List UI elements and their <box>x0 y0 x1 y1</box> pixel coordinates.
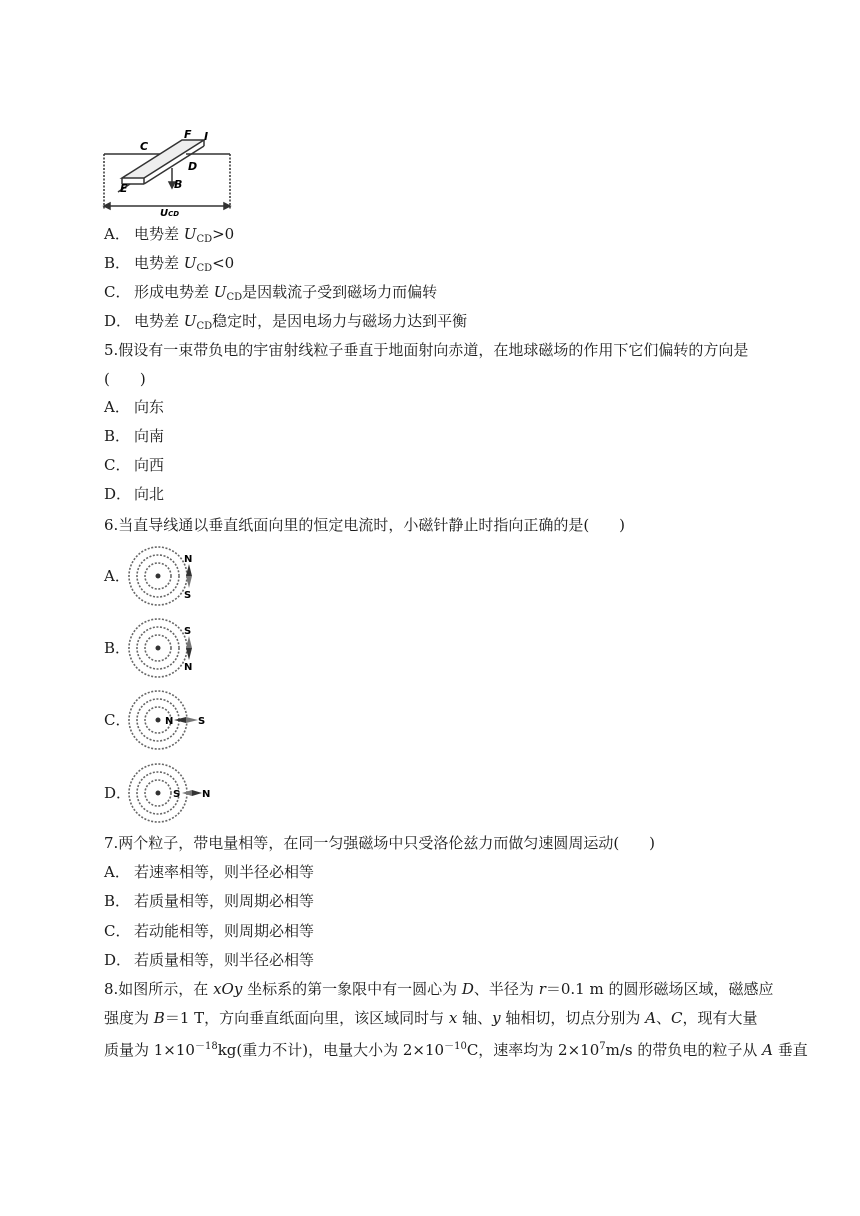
q5-option-d: D． 向北 <box>104 485 165 503</box>
q6-option-a-figure <box>128 542 200 610</box>
pole-s: S <box>198 716 206 727</box>
q7-option-d: D． 若质量相等，则半径必相等 <box>104 951 315 969</box>
label-c: C <box>140 140 149 153</box>
pole-n: N <box>165 716 174 727</box>
q6-option-b-label: B． <box>104 639 131 657</box>
hall-effect-figure <box>100 126 240 216</box>
q7-option-c: C． 若动能相等，则周期必相等 <box>104 922 315 940</box>
label-d: D <box>188 160 198 173</box>
label-b: B <box>174 178 183 191</box>
label-i: I <box>204 130 209 143</box>
q5-option-b: B． 向南 <box>104 427 165 445</box>
q8-stem-line3: 质量为 $1\times 10^{-18}kg$(重力不计)，电量大小为 $2\times 10^{-10}C$，速率均为 $2\times 10^7m/s$ 的带负电的粒子从 A 垂直 <box>104 1041 808 1059</box>
q6-option-b-figure <box>128 614 200 682</box>
q5-stem-line1: 5.假设有一束带负电的宇宙射线粒子垂直于地面射向赤道，在地球磁场的作用下它们偏转的方向是 <box>104 341 749 359</box>
label-ucd: UCD <box>160 208 180 216</box>
q6-option-d-label: D． <box>104 784 132 802</box>
pole-s: S <box>184 590 192 601</box>
pole-s: S <box>173 789 181 800</box>
label-e: E <box>120 182 128 195</box>
q6-stem: 6.当直导线通以垂直纸面向里的恒定电流时，小磁针静止时指向正确的是( ) <box>104 516 626 534</box>
q4-option-a: A． 电势差 $U_{CD}>0$ <box>104 225 235 245</box>
q7-stem: 7.两个粒子，带电量相等，在同一匀强磁场中只受洛伦兹力而做匀速圆周运动( ) <box>104 834 656 852</box>
q5-option-c: C． 向西 <box>104 456 165 474</box>
q6-option-a-label: A． <box>104 567 130 585</box>
q6-option-c-label: C． <box>104 711 131 729</box>
q4-option-b: B． 电势差 $U_{CD}<0$ <box>104 254 235 274</box>
q8-stem-line2: 强度为 B＝1 T，方向垂直纸面向里，该区域同时与 x 轴、y 轴相切，切点分别为 A、C，现有大量 <box>104 1009 758 1027</box>
q4-option-c: C． 形成电势差 $U_{CD}$是因载流子受到磁场力而偏转 <box>104 283 438 303</box>
q8-stem-line1: 8.如图所示，在 xOy 坐标系的第一象限中有一圆心为 D、半径为 r＝0.1 m 的圆形磁场区域，磁感应 <box>104 980 774 998</box>
q6-option-d-figure <box>128 759 214 827</box>
pole-n: N <box>184 554 193 565</box>
q5-option-a: A． 向东 <box>104 398 165 416</box>
q7-option-b: B． 若质量相等，则周期必相等 <box>104 892 315 910</box>
pole-n: N <box>202 789 211 800</box>
q4-option-d: D． 电势差 $U_{CD}$稳定时，是因电场力与磁场力达到平衡 <box>104 312 468 332</box>
pole-s: S <box>184 626 192 637</box>
q5-stem-line2: ( ) <box>104 370 146 388</box>
q6-option-c-figure <box>128 686 214 754</box>
label-f: F <box>184 128 192 141</box>
q7-option-a: A． 若速率相等，则半径必相等 <box>104 863 315 881</box>
pole-n: N <box>184 662 193 673</box>
